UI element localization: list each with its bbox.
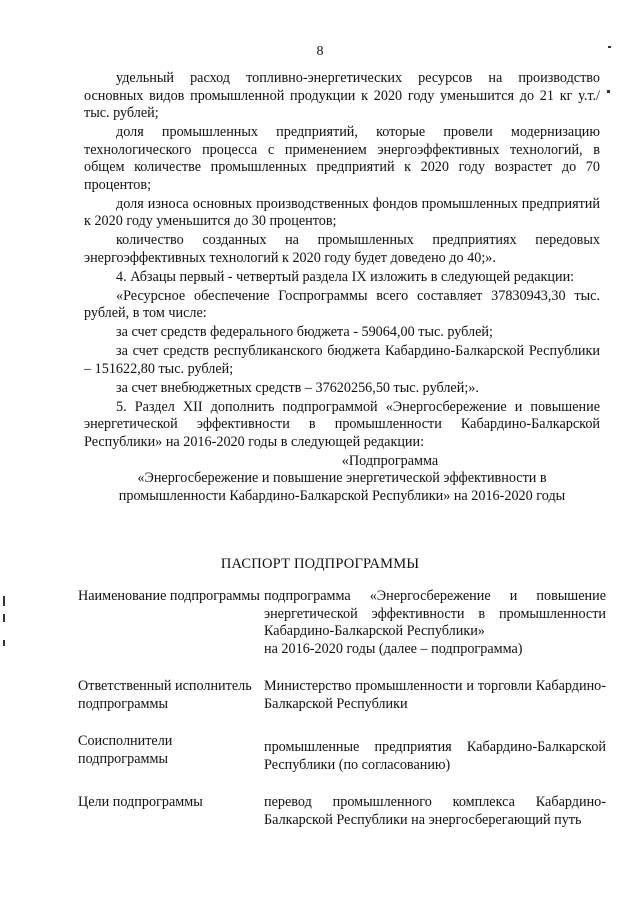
body-text <box>84 70 600 505</box>
passport-label: Ответственный исполнитель подпрограммы <box>78 678 252 712</box>
passport-value-text: подпрограмма «Энергосбережение и повышение энергетической эффективности в промышленности Кабардино-Балкарской Республики» <box>264 588 606 639</box>
paragraph: удельный расход топливно-энергетических ресурсов на производство основных видов промышленной продукции к 2020 году уменьшится до 21 кг у.т./тыс. рублей; <box>84 70 600 121</box>
passport-value <box>264 794 606 829</box>
paragraph: за счет средств республиканского бюджета Кабардино-Балкарской Республики – 151622,80 тыс. рублей; <box>84 343 600 377</box>
subprogram-caption-line1: «Подпрограмма <box>341 452 439 469</box>
passport-row <box>78 678 606 713</box>
passport-heading: ПАСПОРТ ПОДПРОГРАММЫ <box>220 556 420 572</box>
passport-row <box>78 794 606 829</box>
paragraph: 4. Абзацы первый - четвертый раздела IX изложить в следующей редакции: <box>116 268 575 285</box>
passport-row <box>78 733 606 774</box>
scan-mark <box>3 614 5 622</box>
scan-mark <box>3 640 5 646</box>
passport-value <box>264 678 606 713</box>
passport-value <box>264 733 606 774</box>
paragraph: за счет внебюджетных средств – 37620256,50 тыс. рублей;». <box>116 379 479 396</box>
scan-mark <box>3 596 5 606</box>
paragraph: за счет средств федерального бюджета - 59064,00 тыс. рублей; <box>116 324 493 340</box>
passport-label: Наименование подпрограммы <box>78 588 260 604</box>
paragraph: 5. Раздел XII дополнить подпрограммой «Энергосбережение и повышение энергетической эффективности в промышленности Кабардино-Балкарской Республики» на 2016-2020 годы в следующей редакции: <box>84 398 600 450</box>
passport-label: Цели подпрограммы <box>78 794 203 810</box>
passport-row <box>78 588 606 658</box>
paragraph: доля промышленных предприятий, которые провели модернизацию технологического процесса с применением энергоэффективных технологий, в общем количестве промышленных предприятий к 2020 году возрастет до 70 процентов; <box>84 124 600 193</box>
passport-value-extra: на 2016-2020 годы (далее – подпрограмма) <box>264 640 523 657</box>
passport-value <box>264 588 606 658</box>
paragraph: «Ресурсное обеспечение Госпрограммы всего составляет 37830943,30 тыс. рублей, в том числе: <box>84 287 600 321</box>
subprogram-caption-line2: «Энергосбережение и повышение энергетической эффективности в <box>137 470 547 486</box>
scan-mark <box>608 46 611 48</box>
passport-value-text: Министерство промышленности и торговли Кабардино-Балкарской Республики <box>264 678 606 712</box>
paragraph: доля износа основных производственных фондов промышленных предприятий к 2020 году уменьшится до 30 процентов; <box>84 195 600 229</box>
passport-label: Соисполнители подпрограммы <box>78 733 173 767</box>
page-number: 8 <box>316 44 324 59</box>
passport-value-text: промышленные предприятия Кабардино-Балкарской Республики (по согласованию) <box>264 739 606 773</box>
passport-value-text: перевод промышленного комплекса Кабардино-Балкарской Республики на энергосберегающий путь <box>264 794 606 828</box>
subprogram-caption-line3: промышленности Кабардино-Балкарской Республики» на 2016-2020 годы <box>118 487 566 504</box>
passport-table <box>78 588 606 849</box>
scan-mark <box>607 90 610 93</box>
paragraph: количество созданных на промышленных предприятиях передовых энергоэффективных технологий к 2020 году будет доведено до 40;». <box>84 232 600 266</box>
